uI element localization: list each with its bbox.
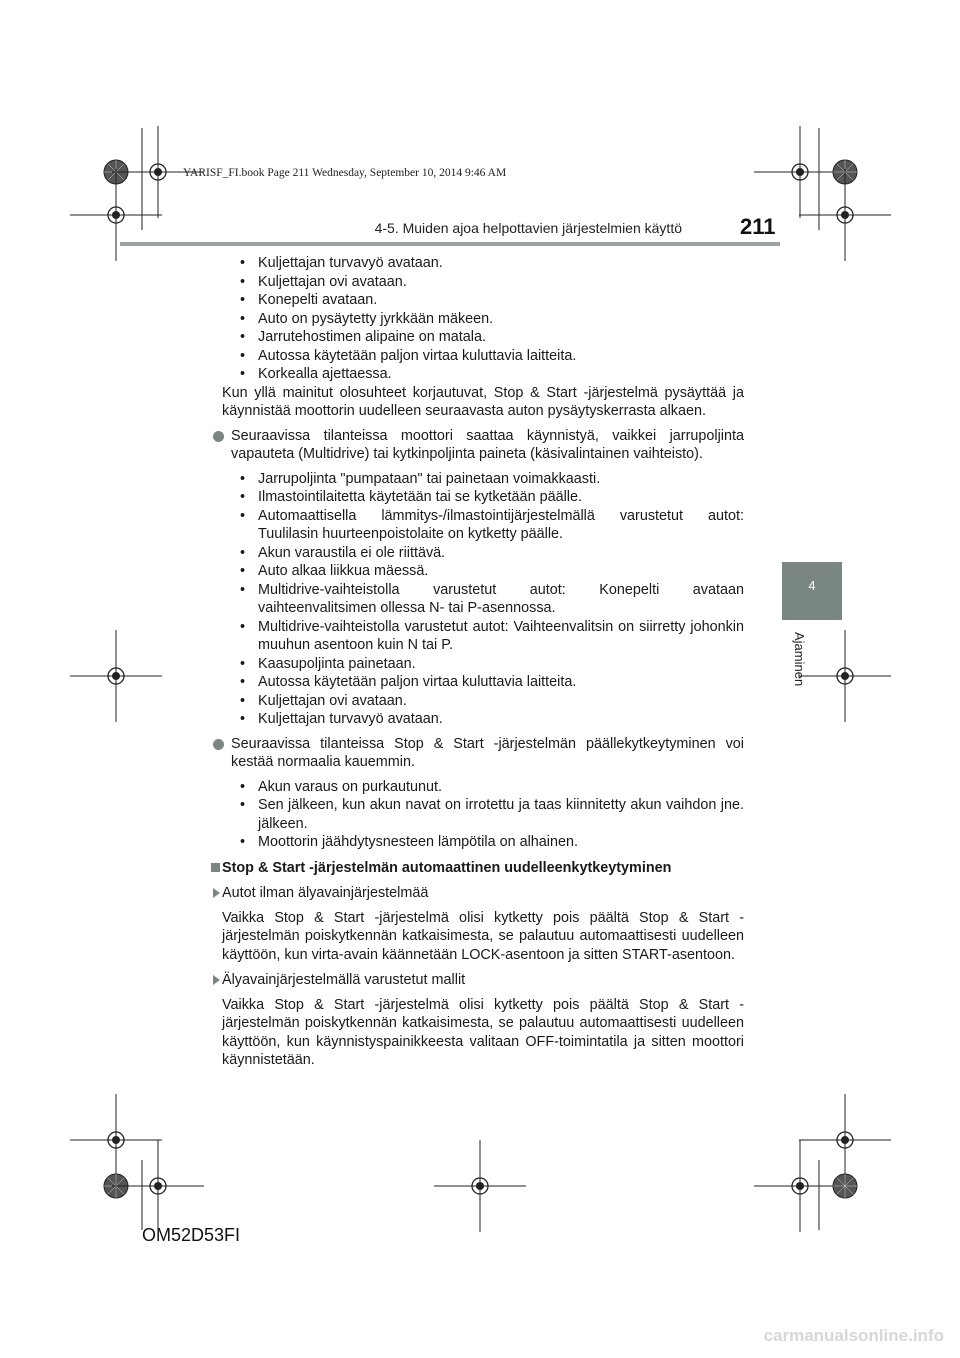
subheading-smart-key: Älyavainjärjestelmällä varustetut mallit — [222, 971, 744, 990]
list-c — [222, 778, 744, 852]
list-b — [222, 470, 744, 729]
page-number: 211 — [740, 214, 776, 239]
list-item: • Ilmastointilaitetta käytetään tai se kytketään päälle. — [240, 489, 582, 505]
list-item: • Multidrive-vaihteistolla varustetut autot: Konepelti avataan vaihteenvalitsimen ollessa N- tai P-asennossa. — [240, 581, 744, 616]
list-item: • Moottorin jäähdytysnesteen lämpötila on alhainen. — [240, 834, 578, 850]
list-item: • Sen jälkeen, kun akun navat on irrotettu ja taas kiinnitetty akun vaihdon jne. jälkeen. — [240, 797, 744, 832]
list-item: • Multidrive-vaihteistolla varustetut autot: Vaihteenvalitsin on siirretty johonkin muuhun asentoon kuin N tai P. — [240, 618, 744, 653]
page-content — [222, 254, 744, 1070]
list-item: • Kuljettajan ovi avataan. — [240, 273, 407, 290]
section-heading: Stop & Start -järjestelmän automaattinen uudelleenkytkeytyminen — [222, 859, 744, 878]
triangle-bullet-icon — [213, 975, 220, 985]
list-item: • Jarrutehostimen alipaine on matala. — [240, 329, 486, 345]
book-info-line: YARISF_FI.book Page 211 Wednesday, September 10, 2014 9:46 AM — [183, 167, 507, 179]
bullet-paragraph-delay: Seuraavissa tilanteissa Stop & Start -järjestelmän päällekytkeytyminen voi kestää normaalia kauemmin. — [222, 735, 744, 772]
list-item: • Korkealla ajettaessa. — [240, 366, 392, 382]
list-item: • Kuljettajan ovi avataan. — [240, 692, 407, 709]
list-item: • Akun varaus on purkautunut. — [240, 778, 443, 795]
list-item: • Autossa käytetään paljon virtaa kuluttavia laitteita. — [240, 347, 577, 364]
list-item: • Auto on pysäytetty jyrkkään mäkeen. — [240, 310, 494, 327]
bullet-paragraph-restart: Seuraavissa tilanteissa moottori saattaa käynnistyä, vaikkei jarrupoljinta vapauteta (Multidrive) tai kytkinpoljinta paineta (käsivalintainen vaihteisto). — [222, 427, 744, 464]
circle-bullet-icon — [213, 431, 224, 442]
circle-bullet-icon — [213, 739, 224, 750]
list-item: • Auto alkaa liikkua mäessä. — [240, 563, 429, 579]
section-title: 4-5. Muiden ajoa helpottavien järjestelmien käyttö — [374, 220, 682, 236]
manual-code: OM52D53FI — [142, 1225, 241, 1245]
paragraph-smart-key: Vaikka Stop & Start -järjestelmä olisi kytketty pois päältä Stop & Start -järjestelmän poiskytkennän katkaisimesta, se palautuu automaattisesti uudelleen käyttöön, kun käynnistyspainikkeesta valitaan OFF-toimintatila ja sitten moottori käynnistetään. — [222, 996, 744, 1068]
paragraph-conditions: Kun yllä mainitut olosuhteet korjautuvat, Stop & Start -järjestelmä pysäyttää ja käynnistää moottorin uudelleen seuraavasta auton pysäytyskerrasta alkaen. — [222, 384, 744, 419]
list-item: • Jarrupoljinta "pumpataan" tai painetaan voimakkaasti. — [240, 470, 601, 487]
square-bullet-icon — [211, 863, 220, 872]
list-item: • Kuljettajan turvavyö avataan. — [240, 711, 443, 727]
triangle-bullet-icon — [213, 888, 220, 898]
list-item: • Automaattisella lämmitys-/ilmastointijärjestelmällä varustetut autot: Tuulilasin huurteenpoistolaite on kytketty päälle. — [240, 507, 744, 542]
paragraph-no-smart-key: Vaikka Stop & Start -järjestelmä olisi kytketty pois päältä Stop & Start -järjestelmän poiskytkennän katkaisimesta, se palautuu automaattisesti uudelleen käyttöön, kun virta-avain käännetään LOCK-asentoon ja sitten START-asentoon. — [222, 909, 744, 963]
list-item: • Akun varaustila ei ole riittävä. — [240, 544, 446, 561]
header-rule — [120, 242, 780, 246]
list-item: • Autossa käytetään paljon virtaa kuluttavia laitteita. — [240, 674, 577, 690]
chapter-number: 4 — [808, 578, 816, 593]
subheading-no-smart-key: Autot ilman älyavainjärjestelmää — [222, 884, 744, 903]
chapter-name: Ajaminen — [792, 632, 807, 687]
list-item: • Kuljettajan turvavyö avataan. — [240, 255, 443, 271]
list-a — [222, 254, 744, 384]
watermark: carmanualsonline.info — [763, 1326, 944, 1345]
list-item: • Kaasupoljinta painetaan. — [240, 655, 416, 672]
list-item: • Konepelti avataan. — [240, 292, 378, 308]
